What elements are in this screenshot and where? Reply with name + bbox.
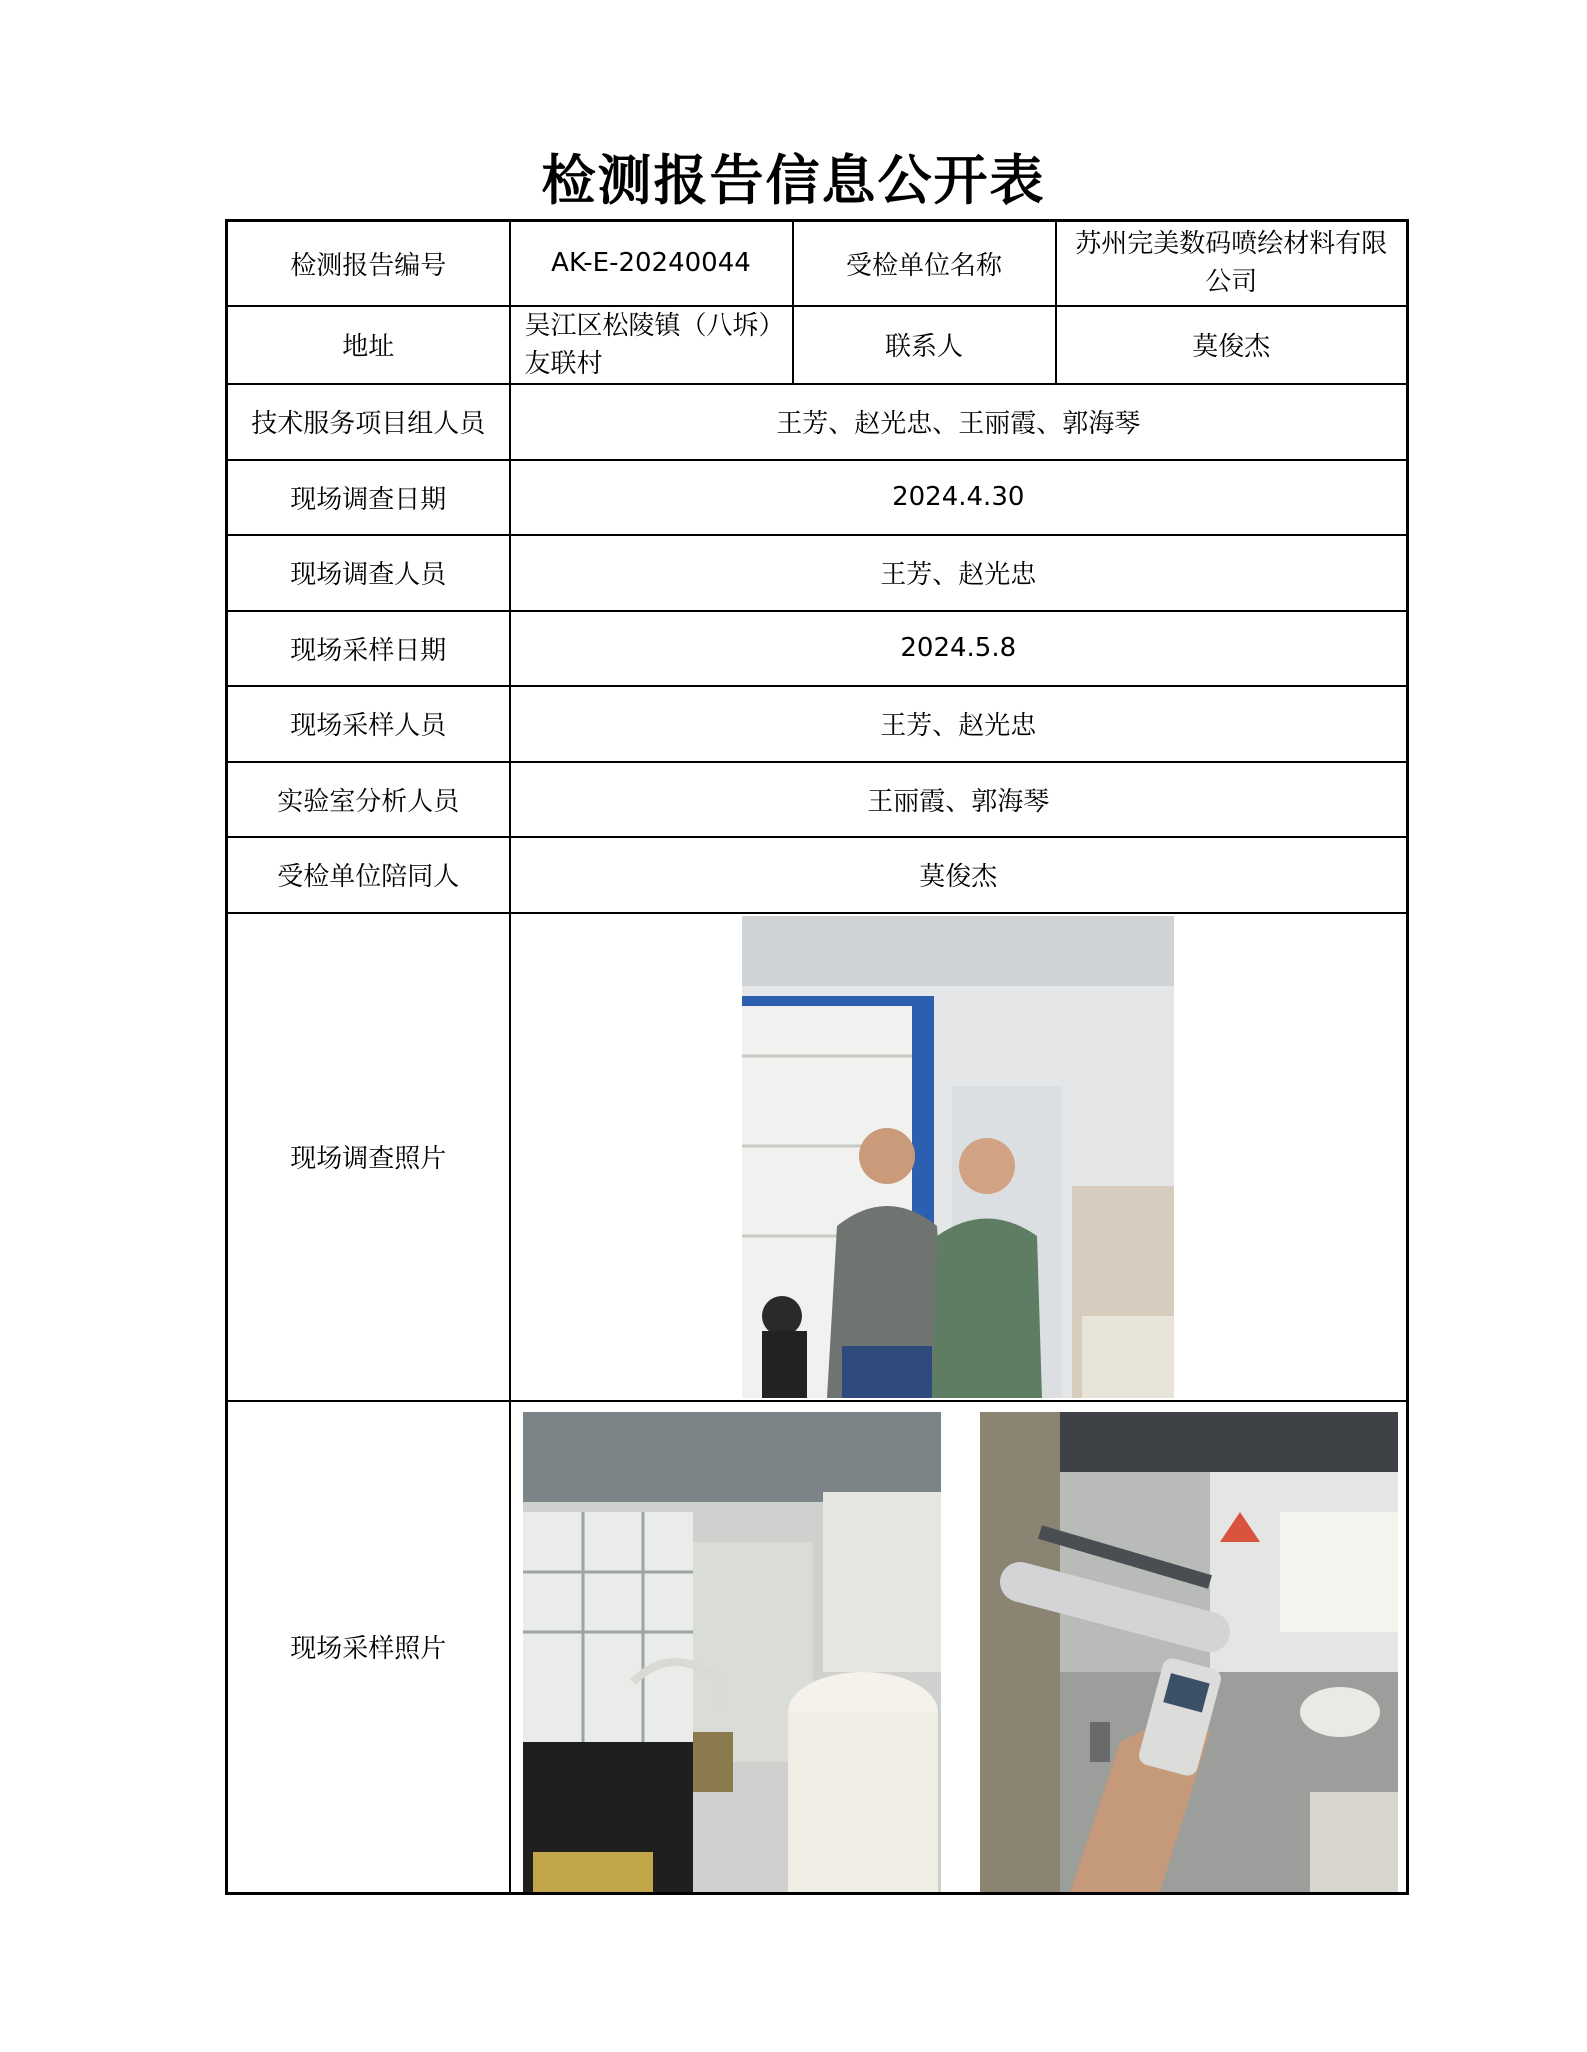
sampling-photos (523, 1412, 1399, 1892)
table-row (227, 762, 1408, 837)
sampling-date-value: 2024.5.8 (510, 611, 1408, 686)
sampling-photo-label: 现场采样照片 (227, 1401, 510, 1894)
address-value: 吴江区松陵镇（八坼）友联村 (510, 306, 793, 384)
report-no-label: 检测报告编号 (227, 221, 510, 306)
sampling-photo-cell (510, 1401, 1408, 1894)
table-row (227, 384, 1408, 460)
report-no-value: AK-E-20240044 (510, 221, 793, 306)
table-row (227, 460, 1408, 535)
survey-date-value: 2024.4.30 (510, 460, 1408, 535)
escort-value: 莫俊杰 (510, 837, 1408, 913)
unit-name-label: 受检单位名称 (793, 221, 1056, 306)
lab-staff-value: 王丽霞、郭海琴 (510, 762, 1408, 837)
table-row (227, 1401, 1408, 1894)
survey-photo-cell (510, 913, 1408, 1401)
page-title: 检测报告信息公开表 (541, 149, 1046, 212)
lab-staff-label: 实验室分析人员 (227, 762, 510, 837)
survey-photo-label: 现场调查照片 (227, 913, 510, 1401)
sampling-photo-left (523, 1412, 941, 1892)
team-value: 王芳、赵光忠、王丽霞、郭海琴 (510, 384, 1408, 460)
contact-label: 联系人 (793, 306, 1056, 384)
table-row (227, 611, 1408, 686)
survey-staff-label: 现场调查人员 (227, 535, 510, 611)
survey-date-label: 现场调查日期 (227, 460, 510, 535)
table-row (227, 913, 1408, 1401)
sampling-staff-value: 王芳、赵光忠 (510, 686, 1408, 762)
sampling-date-label: 现场采样日期 (227, 611, 510, 686)
survey-photo (742, 916, 1174, 1398)
table-row (227, 686, 1408, 762)
address-label: 地址 (227, 306, 510, 384)
report-info-table (225, 219, 1409, 1895)
escort-label: 受检单位陪同人 (227, 837, 510, 913)
team-label: 技术服务项目组人员 (227, 384, 510, 460)
unit-name-value: 苏州完美数码喷绘材料有限公司 (1056, 221, 1408, 306)
sampling-photo-right (980, 1412, 1398, 1892)
contact-value: 莫俊杰 (1056, 306, 1408, 384)
table-row (227, 837, 1408, 913)
table-row (227, 221, 1408, 306)
survey-staff-value: 王芳、赵光忠 (510, 535, 1408, 611)
table-row (227, 306, 1408, 384)
sampling-staff-label: 现场采样人员 (227, 686, 510, 762)
table-row (227, 535, 1408, 611)
